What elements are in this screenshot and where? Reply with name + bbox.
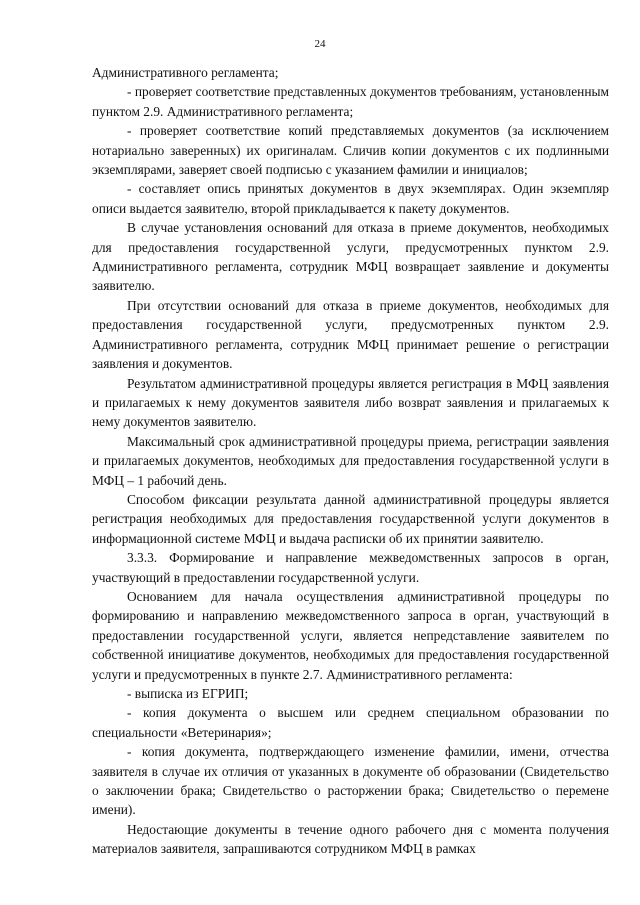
list-item-egrip: - выписка из ЕГРИП; [127,686,249,701]
paragraph-refusal-grounds: В случае установления оснований для отказа в приеме документов, необходимых для предоставления государственной услуги, предусмотренных пунктом 2.9. Административного регламента, сотрудник МФЦ возвращает заявление и документы заявителю. [92,220,609,294]
page-number: 24 [314,38,326,50]
paragraph-interagency-basis: Основанием для начала осуществления административной процедуры по формированию и направлению межведомственного запроса в орган, участвующий в предоставлении государственной услуги, является непредставление заявителем по собственной инициативе документов, необходимых для предоставления государственной услуги и предусмотренных в пункте 2.7. Административного регламента: [92,588,609,682]
page-body [92,63,609,859]
paragraph-fixation-method: Способом фиксации результата данной административной процедуры является регистрация необходимых для предоставления государственной услуги документов в информационной системе МФЦ и выдача расписки об их принятии заявителю. [92,491,609,546]
paragraph-section-3-3-3: 3.3.3. Формирование и направление межведомственных запросов в орган, участвующий в предоставлении государственной услуги. [92,550,609,585]
list-item-education-copy: - копия документа о высшем или среднем специальном образовании по специальности «Ветеринария»; [92,705,609,740]
paragraph-inventory: - составляет опись принятых документов в двух экземплярах. Один экземпляр описи выдается заявителю, второй прикладывается к пакету документов. [92,181,609,216]
paragraph-regulation-end: Административного регламента; [92,65,279,80]
paragraph-procedure-result: Результатом административной процедуры является регистрация в МФЦ заявления и прилагаемых к нему документов заявителя либо возврат заявления и прилагаемых к нему документов заявителю. [92,375,609,430]
paragraph-max-term: Максимальный срок административной процедуры приема, регистрации заявления и прилагаемых документов, необходимых для предоставления государственной услуги в МФЦ – 1 рабочий день. [92,433,609,488]
paragraph-registration-decision: При отсутствии оснований для отказа в приеме документов, необходимых для предоставления государственной услуги, предусмотренных пунктом 2.9. Административного регламента, сотрудник МФЦ принимает решение о регистрации заявления и документов. [92,297,609,372]
paragraph-check-copies: - проверяет соответствие копий представляемых документов (за исключением нотариально заверенных) их оригиналам. Сличив копии документов с их подлинными экземплярами, заверяет своей подписью с указанием фамилии и инициалов; [92,123,609,178]
list-item-name-change-copy: - копия документа, подтверждающего изменение фамилии, имени, отчества заявителя в случае их отличия от указанных в документе об образовании (Свидетельство о заключении брака; Свидетельство о расторжении брака; Свидетельство о перемене имени). [92,744,609,818]
paragraph-check-compliance: - проверяет соответствие представленных документов требованиям, установленным пунктом 2.9. Административного регламента; [92,84,609,119]
paragraph-missing-documents: Недостающие документы в течение одного рабочего дня с момента получения материалов заявителя, запрашиваются сотрудником МФЦ в рамках [92,821,609,857]
